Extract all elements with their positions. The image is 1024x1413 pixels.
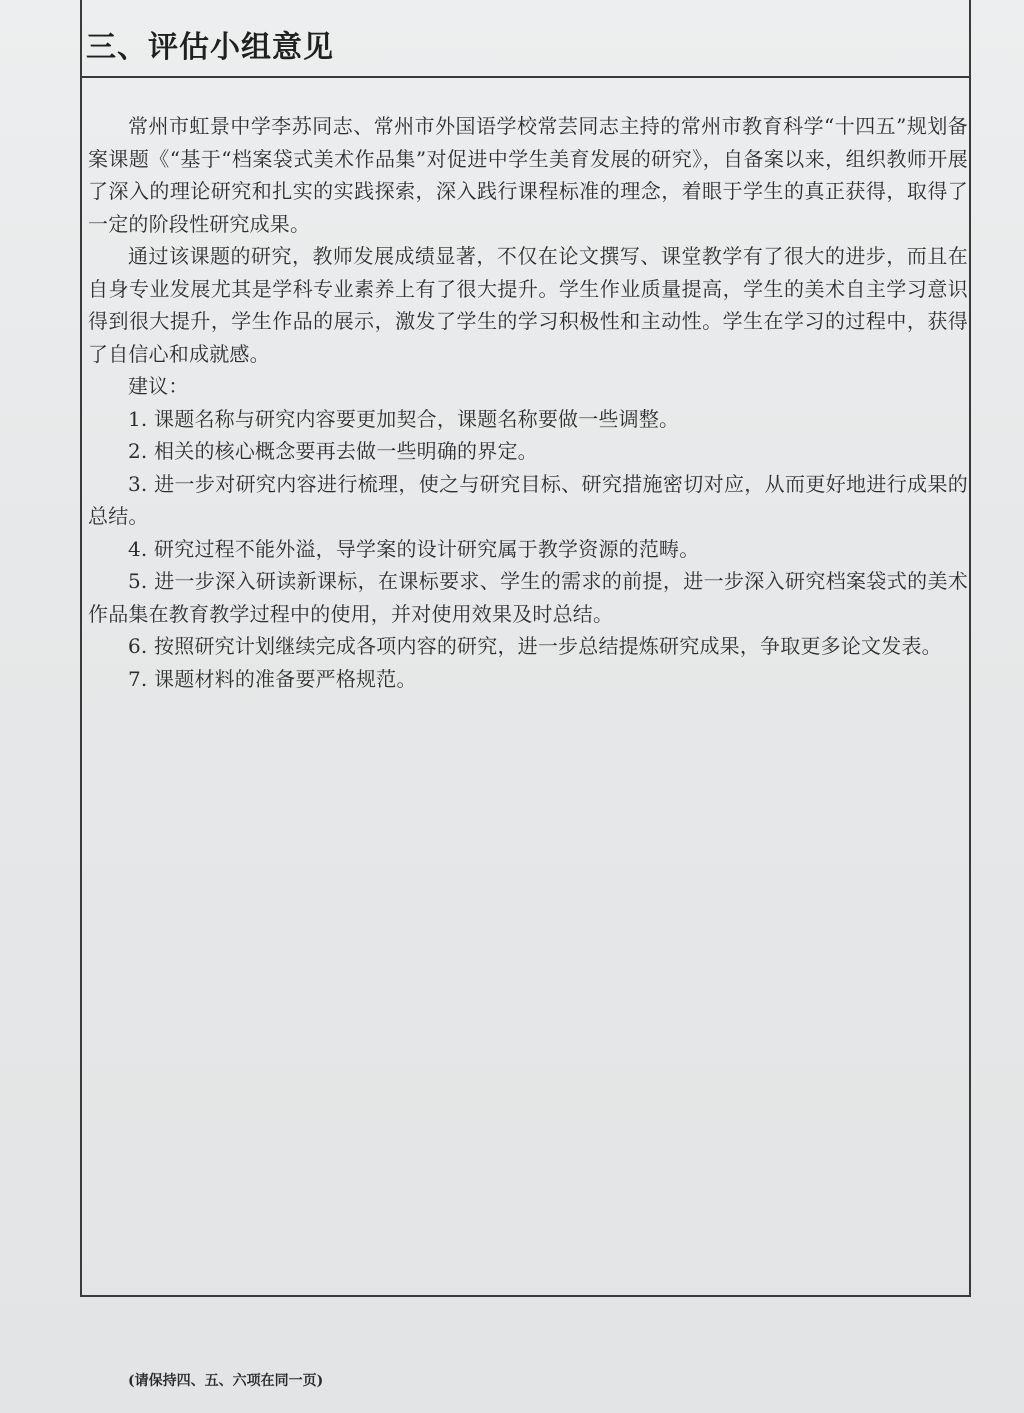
opinion-table-frame [80,0,971,1297]
suggestion-item-4: 4. 研究过程不能外溢，导学案的设计研究属于教学资源的范畴。 [128,536,700,561]
suggestion-item-3: 3. 进一步对研究内容进行梳理，使之与研究目标、研究措施密切对应，从而更好地进行成果的总结。 [88,471,968,528]
opinion-paragraph-1: 常州市虹景中学李苏同志、常州市外国语学校常芸同志主持的常州市教育科学“十四五”规划备案课题《“基于“档案袋式美术作品集”对促进中学生美育发展的研究》，自备案以来，组织教师开展了深入的理论研究和扎实的实践探索，深入践行课程标准的理念，着眼于学生的真正获得，取得了一定的阶段性研究成果。 [88,114,968,236]
section-header-row [82,0,969,78]
footer-note: (请保持四、五、六项在同一页) [128,1373,324,1389]
suggestion-item-1: 1. 课题名称与研究内容要更加契合，课题名称要做一些调整。 [128,406,680,431]
suggestion-item-7: 7. 课题材料的准备要严格规范。 [128,666,417,691]
suggestion-item-2: 2. 相关的核心概念要再去做一些明确的界定。 [128,439,538,463]
opinion-paragraph-2: 通过该课题的研究，教师发展成绩显著，不仅在论文撰写、课堂教学有了很大的进步，而且在自身专业发展尤其是学科专业素养上有了很大提升。学生作业质量提高，学生的美术自主学习意识得到很大提升，学生作品的展示，激发了学生的学习积极性和主动性。学生在学习的过程中，获得了自信心和成就感。 [88,244,968,366]
section-title: 三、评估小组意见 [86,30,334,65]
suggestion-item-5: 5. 进一步深入研读新课标，在课标要求、学生的需求的前提，进一步深入研究档案袋式的美术作品集在教育教学过程中的使用，并对使用效果及时总结。 [88,569,968,626]
suggestion-item-6: 6. 按照研究计划继续完成各项内容的研究，进一步总结提炼研究成果，争取更多论文发表。 [128,634,942,658]
suggestions-label: 建议： [128,374,189,398]
opinion-body [88,110,968,695]
